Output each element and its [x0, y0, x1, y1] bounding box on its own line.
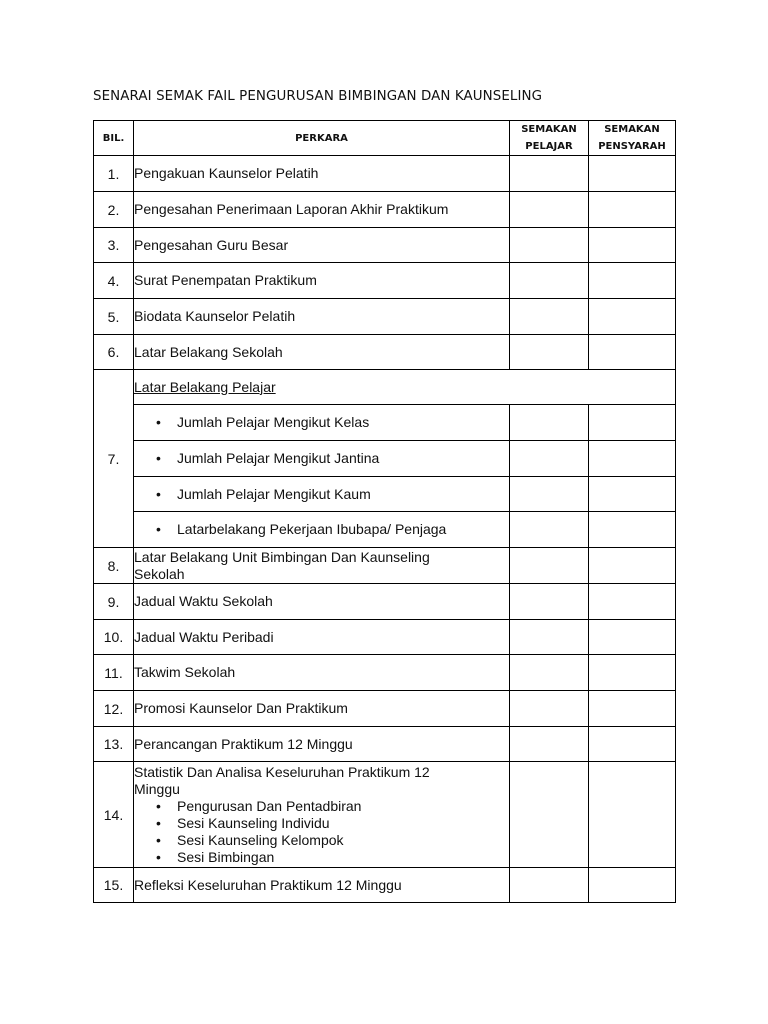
check-pelajar-cell[interactable] [510, 655, 589, 691]
table-row [94, 762, 676, 868]
check-pelajar-cell[interactable] [510, 727, 589, 762]
check-pelajar-cell[interactable] [510, 405, 589, 441]
check-pensyarah-cell[interactable] [589, 727, 676, 762]
bullet-icon: • [156, 485, 161, 502]
bullet-text: Jumlah Pelajar Mengikut Jantina [177, 450, 380, 466]
check-pensyarah-cell[interactable] [589, 441, 676, 477]
header-line: SEMAKAN [604, 124, 660, 135]
header-bil: BIL. [94, 121, 134, 156]
row-item: Jadual Waktu Peribadi [134, 620, 510, 655]
table-row [94, 192, 676, 228]
check-pelajar-cell[interactable] [510, 512, 589, 548]
checklist-table [93, 120, 676, 903]
bullet-icon: • [156, 814, 161, 831]
row-number: 15. [94, 868, 134, 903]
row-number: 1. [94, 156, 134, 192]
row-item: Refleksi Keseluruhan Praktikum 12 Minggu [134, 868, 510, 903]
row-item: Surat Penempatan Praktikum [134, 263, 510, 299]
check-pensyarah-cell[interactable] [589, 868, 676, 903]
header-semakan-pensyarah [589, 121, 676, 156]
row-item-line: Latar Belakang Unit Bimbingan Dan Kaunseling [134, 548, 430, 565]
check-pelajar-cell[interactable] [510, 584, 589, 620]
header-line: SEMAKAN [521, 124, 577, 135]
row-item: Jadual Waktu Sekolah [134, 584, 510, 620]
table-row [94, 228, 676, 263]
bullet-text: Sesi Kaunseling Kelompok [177, 831, 344, 848]
table-row [94, 441, 676, 477]
table-row [94, 405, 676, 441]
check-pelajar-cell[interactable] [510, 477, 589, 512]
table-row [94, 370, 676, 405]
bullet-icon: • [156, 450, 161, 466]
row-item: Takwim Sekolah [134, 655, 510, 691]
row-number: 9. [94, 584, 134, 620]
table-row [94, 299, 676, 335]
row-number: 2. [94, 192, 134, 228]
check-pelajar-cell[interactable] [510, 762, 589, 868]
table-row [94, 727, 676, 762]
row-bullet-item [134, 405, 510, 441]
check-pensyarah-cell[interactable] [589, 620, 676, 655]
header-perkara: PERKARA [134, 121, 510, 156]
row-number: 4. [94, 263, 134, 299]
check-pensyarah-cell[interactable] [589, 156, 676, 192]
row-item-line: Minggu [134, 780, 180, 797]
row-item: Biodata Kaunselor Pelatih [134, 299, 510, 335]
row-number: 6. [94, 335, 134, 370]
bullet-text: Pengurusan Dan Pentadbiran [177, 797, 362, 814]
check-pensyarah-cell[interactable] [589, 228, 676, 263]
row-number: 8. [94, 548, 134, 584]
check-pensyarah-cell[interactable] [589, 477, 676, 512]
row-number: 12. [94, 691, 134, 727]
check-pensyarah-cell[interactable] [589, 192, 676, 228]
check-pelajar-cell[interactable] [510, 620, 589, 655]
header-row [94, 121, 676, 156]
table-row [94, 868, 676, 903]
table-row [94, 335, 676, 370]
row-number: 5. [94, 299, 134, 335]
row-item-line: Sekolah [134, 565, 185, 582]
row-bullet-item [134, 512, 510, 548]
table-row [94, 156, 676, 192]
row-item [134, 548, 510, 584]
bullet-text: Jumlah Pelajar Mengikut Kaum [177, 485, 371, 502]
check-pelajar-cell[interactable] [510, 192, 589, 228]
check-pelajar-cell[interactable] [510, 441, 589, 477]
bullet-icon: • [156, 831, 161, 848]
check-pelajar-cell[interactable] [510, 868, 589, 903]
bullet-icon: • [156, 414, 161, 430]
row-number: 13. [94, 727, 134, 762]
check-pensyarah-cell[interactable] [589, 548, 676, 584]
check-pensyarah-cell[interactable] [589, 512, 676, 548]
header-line: PENSYARAH [598, 141, 666, 152]
row-item: Pengesahan Penerimaan Laporan Akhir Praktikum [134, 192, 510, 228]
bullet-icon: • [156, 848, 161, 865]
row-item: Pengesahan Guru Besar [134, 228, 510, 263]
row-number: 11. [94, 655, 134, 691]
row-item: Pengakuan Kaunselor Pelatih [134, 156, 510, 192]
bullet-text: Sesi Bimbingan [177, 848, 275, 865]
row-number: 10. [94, 620, 134, 655]
table-row [94, 512, 676, 548]
table-row [94, 584, 676, 620]
row-number: 7. [94, 370, 134, 548]
table-row [94, 655, 676, 691]
row-number: 14. [94, 762, 134, 868]
row-number: 3. [94, 228, 134, 263]
header-semakan-pelajar [510, 121, 589, 156]
check-pelajar-cell[interactable] [510, 263, 589, 299]
table-row [94, 691, 676, 727]
table-row [94, 477, 676, 512]
row-item: Promosi Kaunselor Dan Praktikum [134, 691, 510, 727]
check-pelajar-cell[interactable] [510, 335, 589, 370]
row-item: Perancangan Praktikum 12 Minggu [134, 727, 510, 762]
row-bullet-item [134, 477, 510, 512]
row-subheading: Latar Belakang Pelajar [134, 370, 676, 405]
row-item: Latar Belakang Sekolah [134, 335, 510, 370]
check-pelajar-cell[interactable] [510, 156, 589, 192]
check-pelajar-cell[interactable] [510, 299, 589, 335]
check-pensyarah-cell[interactable] [589, 263, 676, 299]
check-pensyarah-cell[interactable] [589, 584, 676, 620]
check-pensyarah-cell[interactable] [589, 762, 676, 868]
bullet-icon: • [156, 797, 161, 814]
row-item-line: Statistik Dan Analisa Keseluruhan Praktikum 12 [134, 763, 430, 780]
check-pelajar-cell[interactable] [510, 548, 589, 584]
row-bullet-item [134, 441, 510, 477]
check-pensyarah-cell[interactable] [589, 335, 676, 370]
bullet-text: Latarbelakang Pekerjaan Ibubapa/ Penjaga [177, 521, 447, 537]
check-pensyarah-cell[interactable] [589, 405, 676, 441]
page-title: SENARAI SEMAK FAIL PENGURUSAN BIMBINGAN DAN KAUNSELING [93, 89, 543, 104]
check-pelajar-cell[interactable] [510, 228, 589, 263]
header-line: PELAJAR [525, 141, 573, 152]
check-pensyarah-cell[interactable] [589, 299, 676, 335]
table-row [94, 263, 676, 299]
bullet-icon: • [156, 521, 161, 537]
check-pensyarah-cell[interactable] [589, 691, 676, 727]
bullet-text: Jumlah Pelajar Mengikut Kelas [177, 414, 370, 430]
check-pensyarah-cell[interactable] [589, 655, 676, 691]
table-row [94, 548, 676, 584]
row-item [134, 762, 510, 868]
check-pelajar-cell[interactable] [510, 691, 589, 727]
bullet-text: Sesi Kaunseling Individu [177, 814, 330, 831]
table-row [94, 620, 676, 655]
